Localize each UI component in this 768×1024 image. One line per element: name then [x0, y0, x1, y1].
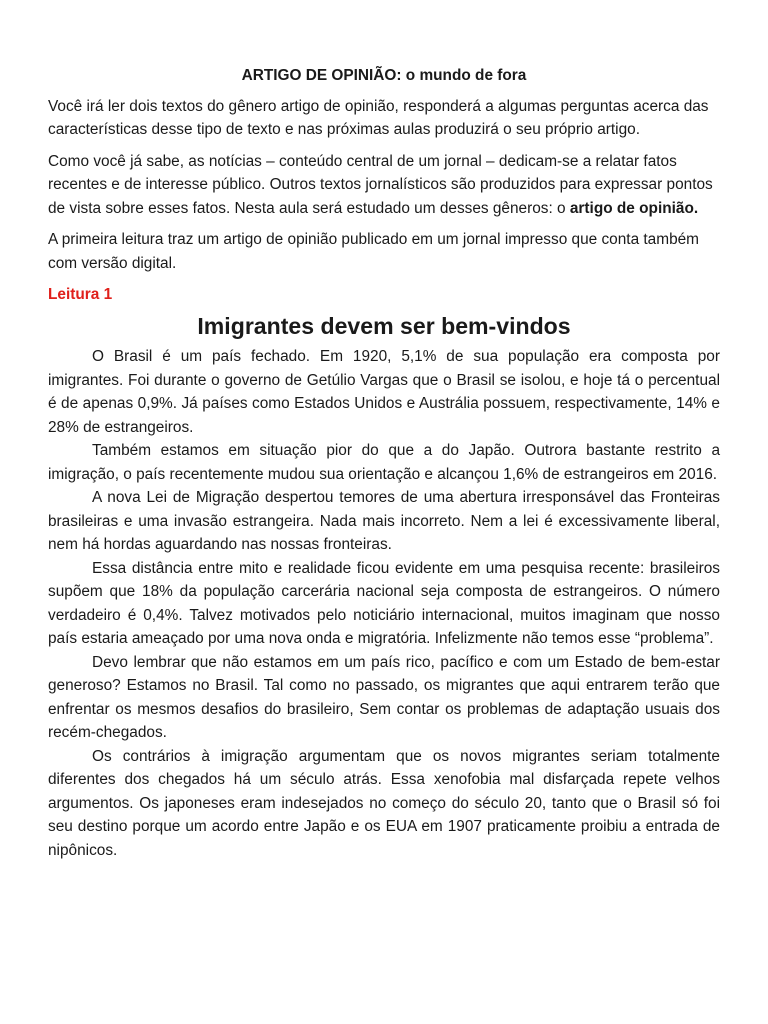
article-paragraph: Devo lembrar que não estamos em um país rico, pacífico e com um Estado de bem-estar generoso? Estamos no Brasil. Tal como no passado, os migrantes que aqui entrarem terão que enfrentar os mesmos desafios do brasileiro, Sem contar os problemas de adaptação usuais dos recém-chegados. [48, 653, 720, 741]
document-title: ARTIGO DE OPINIÃO: o mundo de fora [241, 67, 527, 84]
article-paragraph: O Brasil é um país fechado. Em 1920, 5,1% de sua população era composta por imigrantes. Foi durante o governo de Getúlio Vargas que o Brasil se isolou, e hoje tá o percentual é de apenas 0,9%. Já países como Estados Unidos e Austrália possuem, respectivamente, 14% e 28% de estrangeiros. [48, 348, 720, 436]
article-paragraph: Os contrários à imigração argumentam que os novos migrantes seriam totalmente diferentes dos chegados há um século atrás. Essa xenofobia mal disfarçada repete velhos argumentos. Os japoneses eram indesejados no começo do século 20, tanto que o Brasil só foi seu destino porque um acordo entre Japão e os EUA em 1907 praticamente proibiu a entrada de nipônicos. [48, 747, 720, 859]
article-title: Imigrantes devem ser bem-vindos [197, 312, 571, 339]
reading-label: Leitura 1 [48, 286, 113, 303]
intro-paragraph-2 [48, 150, 720, 221]
intro-paragraph-2-text: Como você já sabe, as notícias – conteúdo central de um jornal – dedicam-se a relatar fatos recentes e de interesse público. Outros textos jornalísticos são produzidos para expressar pontos de vista sobre esses fatos. Nesta aula será estudado um desses gêneros: o [48, 152, 713, 217]
intro-paragraph-2-emphasis: artigo de opinião. [569, 199, 699, 217]
intro-paragraph-3: A primeira leitura traz um artigo de opinião publicado em um jornal impresso que conta também com versão digital. [48, 231, 700, 272]
article-paragraph: A nova Lei de Migração despertou temores de uma abertura irresponsável das Fronteiras brasileiras e uma invasão estrangeira. Nada mais incorreto. Nem a lei é excessivamente liberal, nem há hordas aguardando nas nossas fronteiras. [48, 489, 720, 553]
article-body [48, 345, 720, 862]
intro-paragraph-1: Você irá ler dois textos do gênero artigo de opinião, responderá a algumas perguntas acerca das características desse tipo de texto e nas próximas aulas produzirá o seu próprio artigo. [48, 97, 709, 138]
article-paragraph: Essa distância entre mito e realidade ficou evidente em uma pesquisa recente: brasileiros supõem que 18% da população carcerária nacional seja composta de estrangeiros. O número verdadeiro é 0,4%. Talvez motivados pelo noticiário internacional, muitos imaginam que nosso país estaria ameaçado por uma nova onda e migratória. Infelizmente não temos esse “problema”. [48, 559, 720, 647]
article-paragraph: Também estamos em situação pior do que a do Japão. Outrora bastante restrito a imigração, o país recentemente mudou sua orientação e alcançou 1,6% de estrangeiros em 2016. [48, 442, 720, 483]
